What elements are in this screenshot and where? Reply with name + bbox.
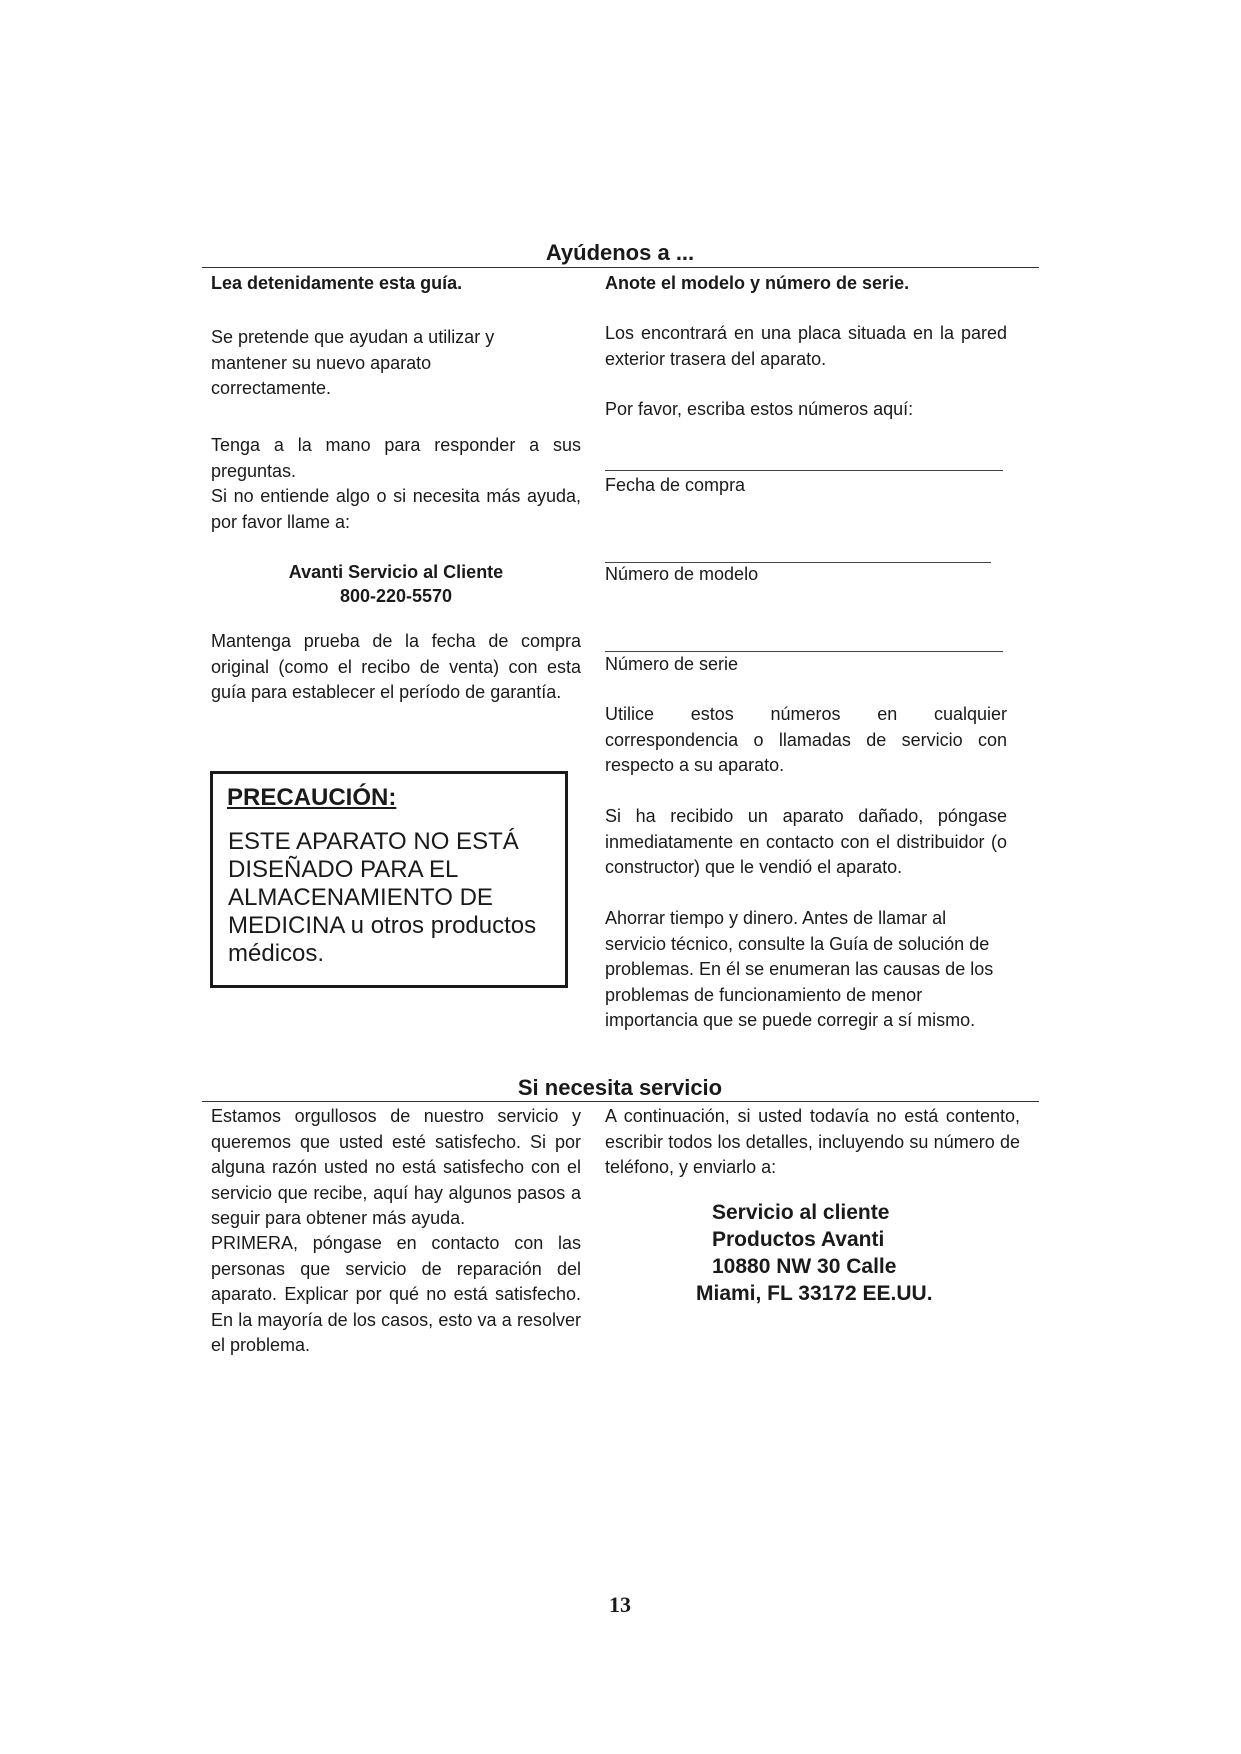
model-number-line	[605, 562, 991, 563]
caution-text-caps: ESTE APARATO NO ESTÁ DISEÑADO PARA EL ALMACENAMIENTO DE MEDICINA	[228, 828, 519, 939]
service-satisfaction-paragraph: Estamos orgullosos de nuestro servicio y queremos que usted esté satisfecho. Si por alguna razón usted no está satisfecho con el servicio que recibe, aquí hay algunos pasos a seguir para obtener más ayuda.	[211, 1106, 581, 1228]
address-line-4: Miami, FL 33172 EE.UU.	[696, 1282, 933, 1305]
first-step-paragraph: PRIMERA, póngase en contacto con las personas que servicio de reparación del aparato. Explicar por qué no está satisfecho. En la mayoría de los casos, esto va a resolver el problema.	[211, 1233, 581, 1355]
purchase-date-label: Fecha de compra	[605, 475, 746, 495]
address-line-2: Productos Avanti	[712, 1228, 885, 1251]
section-title-help-us: Ayúdenos a ...	[545, 240, 695, 265]
serial-plate-location-paragraph: Los encontrará en una placa situada en la pared exterior trasera del aparato.	[605, 323, 1007, 369]
address-line-1: Servicio al cliente	[712, 1201, 890, 1224]
section-title-need-service: Si necesita servicio	[517, 1075, 723, 1100]
record-model-heading: Anote el modelo y número de serie.	[605, 273, 910, 293]
address-line-3: 10880 NW 30 Calle	[712, 1255, 897, 1278]
read-guide-heading: Lea detenidamente esta guía.	[211, 273, 463, 293]
service-mailing-address	[605, 1199, 1030, 1307]
customer-service-contact	[211, 560, 581, 608]
section-divider	[202, 1101, 1039, 1102]
purchase-date-line	[605, 470, 1003, 471]
proof-of-purchase-paragraph: Mantenga prueba de la fecha de compra original (como el recibo de venta) con esta guía para establecer el período de garantía.	[211, 631, 581, 702]
customer-service-phone: 800-220-5570	[339, 586, 453, 606]
section-divider	[202, 267, 1039, 268]
write-numbers-prompt: Por favor, escriba estos números aquí:	[605, 399, 914, 419]
serial-number-label: Número de serie	[605, 654, 739, 674]
keep-handy-paragraph: Tenga a la mano para responder a sus preguntas.	[211, 435, 581, 481]
save-time-paragraph: Ahorrar tiempo y dinero. Antes de llamar al servicio técnico, consulte la Guía de solución de problemas. En él se enumeran las causas de los problemas de funcionamiento de menor importancia que se puede corregir a sí mismo.	[605, 908, 994, 1030]
guide-purpose-paragraph: Se pretende que ayudan a utilizar y mantener su nuevo aparato correctamente.	[211, 327, 495, 398]
caution-text	[228, 828, 548, 968]
customer-service-name: Avanti Servicio al Cliente	[288, 562, 504, 582]
caution-title: PRECAUCIÓN:	[227, 784, 397, 811]
page-number: 13	[609, 1592, 631, 1617]
serial-number-line	[605, 651, 1003, 652]
write-details-paragraph: A continuación, si usted todavía no está contento, escribir todos los detalles, incluyendo su número de teléfono, y enviarlo a:	[605, 1106, 1020, 1177]
use-numbers-paragraph: Utilice estos números en cualquier correspondencia o llamadas de servicio con respecto a su aparato.	[605, 704, 1007, 775]
caution-box	[210, 771, 568, 988]
caution-text-rest: u otros productos médicos.	[228, 912, 537, 967]
model-number-label: Número de modelo	[605, 564, 759, 584]
call-for-help-paragraph: Si no entiende algo o si necesita más ayuda, por favor llame a:	[211, 486, 581, 532]
damaged-appliance-paragraph: Si ha recibido un aparato dañado, póngase inmediatamente en contacto con el distribuidor (o constructor) que le vendió el aparato.	[605, 806, 1007, 877]
